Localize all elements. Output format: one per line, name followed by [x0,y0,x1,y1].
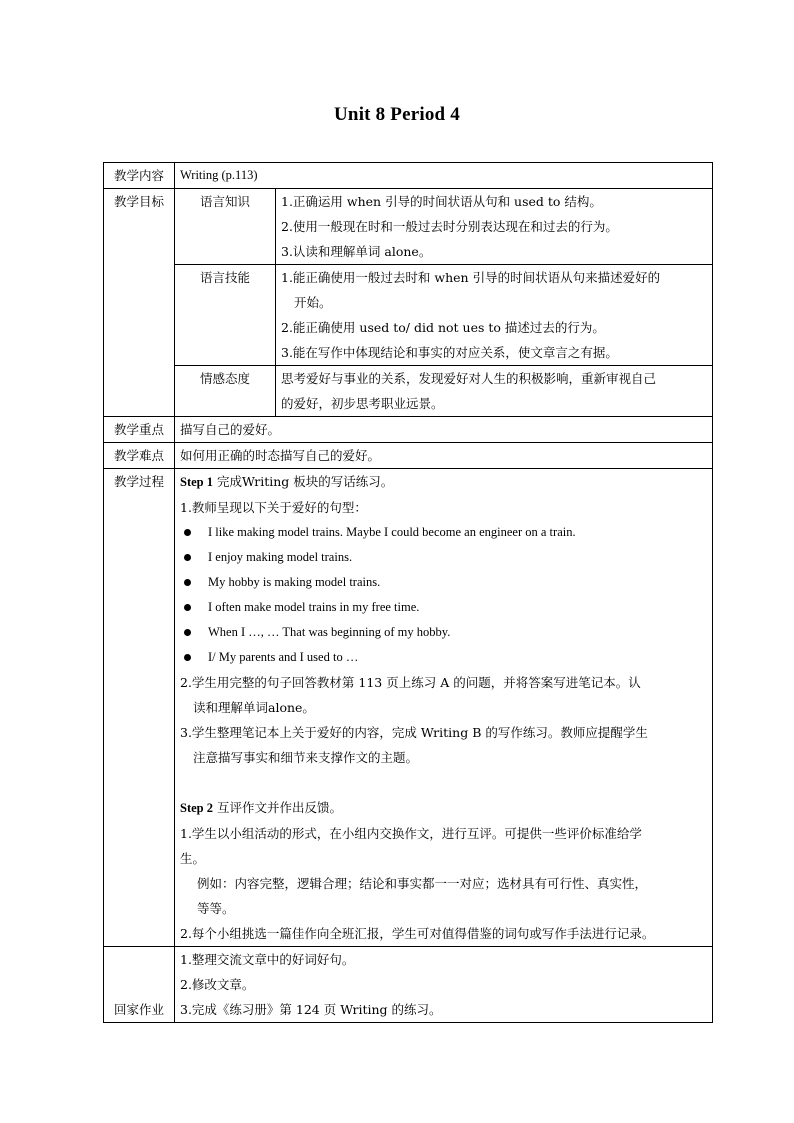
step1-item: 2.学生用完整的句子回答教材第 113 页上练习 A 的问题，并将答案写进笔记本。认 [180,675,641,690]
label-knowledge: 语言知识 [175,189,276,265]
label-homework: 回家作业 [104,947,175,1023]
label-process: 教学过程 [104,469,175,947]
skills-item-cont: 开始。 [294,295,332,310]
row-objective-skills [104,265,713,366]
step1-item-cont: 注意描写事实和细节来支撑作文的主题。 [193,750,419,765]
step2-example-cont: 等等。 [197,901,235,916]
step2-heading: Step 2 互评作文并作出反馈。 [180,800,342,815]
list-item: I like making model trains. Maybe I could become an engineer on a train. [180,520,707,545]
attitude-line: 思考爱好与事业的关系，发现爱好对人生的积极影响，重新审视自己 [281,371,657,386]
step1-item: 3.学生整理笔记本上关于爱好的内容，完成 Writing B 的写作练习。教师应提醒学生 [180,725,648,740]
list-item: I enjoy making model trains. [180,545,707,570]
step2-item: 2.每个小组挑选一篇佳作向全班汇报，学生可对值得借鉴的词句或写作手法进行记录。 [180,926,655,941]
bullet-icon [184,654,191,661]
row-content [104,163,713,189]
focus-value: 描写自己的爱好。 [175,417,713,443]
row-objective-knowledge [104,189,713,265]
list-item: I/ My parents and I used to … [180,645,707,670]
label-objectives: 教学目标 [104,189,175,417]
step2-example: 例如：内容完整，逻辑合理；结论和事实都一一对应；选材具有可行性、真实性， [197,876,648,891]
knowledge-cell [276,189,713,265]
step1-item: 1.教师呈现以下关于爱好的句型： [180,500,367,515]
row-process [104,469,713,947]
row-homework [104,947,713,1023]
homework-item: 1.整理交流文章中的好词好句。 [180,952,355,967]
skills-item: 1.能正确使用一般过去时和 when 引导的时间状语从句来描述爱好的 [281,270,661,285]
bullet-icon [184,554,191,561]
step1-heading: Step 1 完成Writing 板块的写话练习。 [180,474,394,489]
attitude-line: 的爱好，初步思考职业远景。 [281,396,444,411]
row-objective-attitude [104,366,713,417]
step2-item: 1.学生以小组活动的形式，在小组内交换作文，进行互评。可提供一些评价标准给学 [180,826,642,841]
lesson-plan-table [103,162,713,1023]
list-item: My hobby is making model trains. [180,570,707,595]
list-item: I often make model trains in my free time. [180,595,707,620]
bullet-icon [184,579,191,586]
skills-item: 2.能正确使用 used to/ did not ues to 描述过去的行为。 [281,320,605,335]
attitude-cell [276,366,713,417]
homework-item: 3.完成《练习册》第 124 页 Writing 的练习。 [180,1002,442,1017]
spacer [180,770,707,795]
row-focus [104,417,713,443]
knowledge-item: 3.认读和理解单词 alone。 [281,244,432,259]
difficulty-value: 如何用正确的时态描写自己的爱好。 [175,443,713,469]
page-title: Unit 8 Period 4 [334,104,460,125]
knowledge-item: 2.使用一般现在时和一般过去时分别表达现在和过去的行为。 [281,219,618,234]
step2-item-cont: 生。 [180,851,206,866]
row-difficulty [104,443,713,469]
bullet-icon [184,629,191,636]
label-skills: 语言技能 [175,265,276,366]
label-difficulty: 教学难点 [104,443,175,469]
list-item: When I …, … That was beginning of my hobby. [180,620,707,645]
homework-item: 2.修改文章。 [180,977,255,992]
knowledge-item: 1.正确运用 when 引导的时间状语从句和 used to 结构。 [281,194,602,209]
homework-cell [175,947,713,1023]
label-attitude: 情感态度 [175,366,276,417]
label-focus: 教学重点 [104,417,175,443]
content-value: Writing (p.113) [175,163,713,189]
skills-cell [276,265,713,366]
process-cell [175,469,713,947]
step1-item-cont: 读和理解单词alone。 [193,700,315,715]
label-content: 教学内容 [104,163,175,189]
bullet-icon [184,604,191,611]
bullet-icon [184,529,191,536]
skills-item: 3.能在写作中体现结论和事实的对应关系，使文章言之有据。 [281,345,618,360]
